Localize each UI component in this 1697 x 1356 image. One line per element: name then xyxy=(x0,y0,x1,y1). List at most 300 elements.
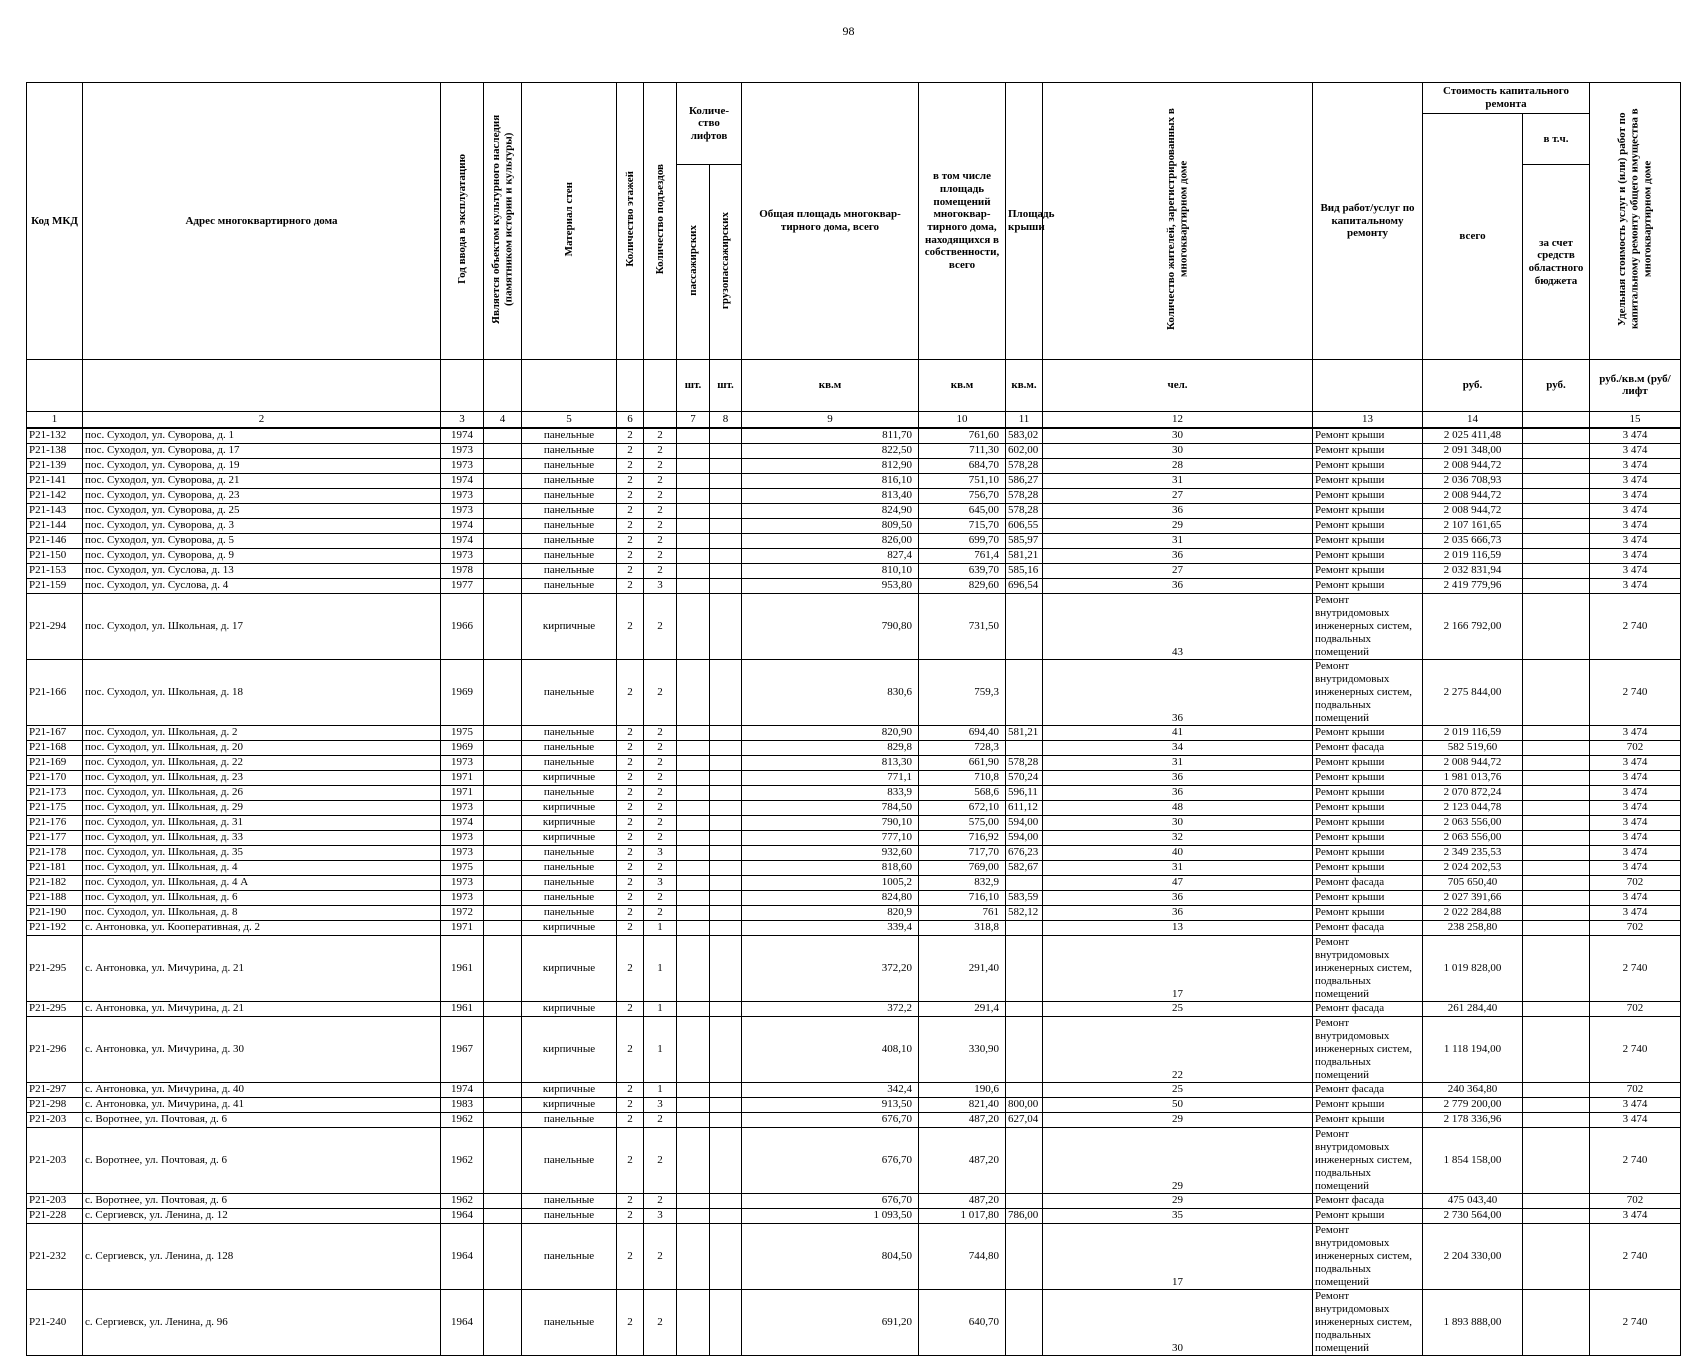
cell-work-type: Ремонт крыши xyxy=(1313,770,1423,785)
cell-entrances: 2 xyxy=(644,428,677,444)
cell-code: Р21-173 xyxy=(27,785,83,800)
cell-lifts-cargo xyxy=(710,1082,742,1097)
cell-cost-total: 2 123 044,78 xyxy=(1423,800,1523,815)
cell-unit-cost: 3 474 xyxy=(1590,770,1681,785)
cell-year: 1971 xyxy=(441,920,484,935)
header-total-area: Общая площадь многоквар-тирного дома, всего xyxy=(742,83,919,360)
header-unit-cost-text: Удельная стоимость услуг и (или) работ по капитальному ремонту общего имущества в многоквартирном доме xyxy=(1616,108,1654,330)
unit-unit-cost: руб./кв.м (руб/лифт xyxy=(1590,360,1681,412)
cell-cost-regional xyxy=(1523,503,1590,518)
cell-lifts-cargo xyxy=(710,890,742,905)
unit-empty-cell xyxy=(617,360,644,412)
cell-entrances: 2 xyxy=(644,785,677,800)
cell-work-type: Ремонт фасада xyxy=(1313,1082,1423,1097)
cell-roof-area: 578,28 xyxy=(1006,503,1043,518)
cell-residents: 31 xyxy=(1043,860,1313,875)
cell-address: пос. Суходол, ул. Школьная, д. 8 xyxy=(83,905,441,920)
cell-work-type: Ремонт фасада xyxy=(1313,920,1423,935)
cell-work-type: Ремонт крыши xyxy=(1313,548,1423,563)
cell-floors: 2 xyxy=(617,890,644,905)
cell-heritage xyxy=(484,935,522,1001)
cell-lifts-cargo xyxy=(710,1001,742,1016)
cell-cost-regional xyxy=(1523,533,1590,548)
cell-work-type: Ремонт крыши xyxy=(1313,458,1423,473)
cell-material: панельные xyxy=(522,725,617,740)
cell-address: пос. Суходол, ул. Школьная, д. 26 xyxy=(83,785,441,800)
cell-heritage xyxy=(484,518,522,533)
cell-lifts-cargo xyxy=(710,593,742,659)
cell-code: Р21-190 xyxy=(27,905,83,920)
cell-material: панельные xyxy=(522,533,617,548)
cell-total-area: 824,90 xyxy=(742,503,919,518)
cell-total-area: 342,4 xyxy=(742,1082,919,1097)
cell-cost-regional xyxy=(1523,428,1590,444)
cell-heritage xyxy=(484,428,522,444)
cell-lifts-passenger xyxy=(677,593,710,659)
cell-owned-area: 710,8 xyxy=(919,770,1006,785)
cell-unit-cost: 3 474 xyxy=(1590,1112,1681,1127)
cell-heritage xyxy=(484,458,522,473)
cell-roof-area: 570,24 xyxy=(1006,770,1043,785)
cell-address: пос. Суходол, ул. Школьная, д. 18 xyxy=(83,659,441,725)
cell-heritage xyxy=(484,578,522,593)
cell-cost-total: 2 178 336,96 xyxy=(1423,1112,1523,1127)
cell-owned-area: 731,50 xyxy=(919,593,1006,659)
header-code: Код МКД xyxy=(27,83,83,360)
cell-cost-total: 2 204 330,00 xyxy=(1423,1223,1523,1289)
cell-residents: 31 xyxy=(1043,755,1313,770)
cell-code: Р21-240 xyxy=(27,1289,83,1355)
cell-address: пос. Суходол, ул. Школьная, д. 6 xyxy=(83,890,441,905)
cell-unit-cost: 3 474 xyxy=(1590,563,1681,578)
cell-residents: 30 xyxy=(1043,815,1313,830)
cell-lifts-cargo xyxy=(710,1127,742,1193)
cell-owned-area: 759,3 xyxy=(919,659,1006,725)
cell-unit-cost: 702 xyxy=(1590,740,1681,755)
header-entrances xyxy=(644,83,677,360)
cell-owned-area: 661,90 xyxy=(919,755,1006,770)
cell-material: панельные xyxy=(522,1289,617,1355)
cell-year: 1962 xyxy=(441,1193,484,1208)
table-row xyxy=(27,1127,1681,1193)
cell-material: кирпичные xyxy=(522,1097,617,1112)
header-lifts-cargo xyxy=(710,165,742,360)
cell-heritage xyxy=(484,905,522,920)
cell-total-area: 777,10 xyxy=(742,830,919,845)
cell-code: Р21-176 xyxy=(27,815,83,830)
cell-owned-area: 291,40 xyxy=(919,935,1006,1001)
cell-work-type: Ремонт крыши xyxy=(1313,725,1423,740)
cell-floors: 2 xyxy=(617,533,644,548)
cell-entrances: 2 xyxy=(644,1223,677,1289)
cell-cost-regional xyxy=(1523,875,1590,890)
cell-lifts-cargo xyxy=(710,800,742,815)
cell-total-area: 820,90 xyxy=(742,725,919,740)
cell-floors: 2 xyxy=(617,503,644,518)
cell-lifts-passenger xyxy=(677,578,710,593)
header-owned-area: в том числе площадь помещений многоквар-тирного дома, находящихся в собственности, всего xyxy=(919,83,1006,360)
cell-work-type: Ремонт фасада xyxy=(1313,1193,1423,1208)
header-roof-area: Площадь крыши xyxy=(1006,83,1043,360)
cell-cost-total: 2 070 872,24 xyxy=(1423,785,1523,800)
cell-total-area: 827,4 xyxy=(742,548,919,563)
cell-code: Р21-298 xyxy=(27,1097,83,1112)
cell-address: пос. Суходол, ул. Суворова, д. 17 xyxy=(83,443,441,458)
cell-code: Р21-141 xyxy=(27,473,83,488)
cell-cost-total: 2 419 779,96 xyxy=(1423,578,1523,593)
cell-cost-total: 1 019 828,00 xyxy=(1423,935,1523,1001)
cell-residents: 35 xyxy=(1043,1208,1313,1223)
cell-lifts-passenger xyxy=(677,920,710,935)
cell-floors: 2 xyxy=(617,725,644,740)
unit-empty-cell xyxy=(1313,360,1423,412)
cell-entrances: 2 xyxy=(644,518,677,533)
cell-lifts-cargo xyxy=(710,1223,742,1289)
cell-owned-area: 575,00 xyxy=(919,815,1006,830)
cell-floors: 2 xyxy=(617,458,644,473)
repair-register-table xyxy=(26,82,1681,1356)
cell-address: пос. Суходол, ул. Суворова, д. 19 xyxy=(83,458,441,473)
cell-work-type: Ремонт крыши xyxy=(1313,578,1423,593)
cell-cost-regional xyxy=(1523,563,1590,578)
cell-year: 1969 xyxy=(441,740,484,755)
cell-lifts-passenger xyxy=(677,800,710,815)
table-header xyxy=(27,83,1681,428)
cell-floors: 2 xyxy=(617,578,644,593)
cell-unit-cost: 2 740 xyxy=(1590,593,1681,659)
cell-lifts-passenger xyxy=(677,659,710,725)
cell-code: Р21-297 xyxy=(27,1082,83,1097)
cell-residents: 34 xyxy=(1043,740,1313,755)
cell-material: панельные xyxy=(522,503,617,518)
cell-cost-regional xyxy=(1523,518,1590,533)
cell-residents: 32 xyxy=(1043,830,1313,845)
cell-lifts-passenger xyxy=(677,935,710,1001)
cell-roof-area: 594,00 xyxy=(1006,830,1043,845)
cell-material: панельные xyxy=(522,755,617,770)
cell-cost-regional xyxy=(1523,1208,1590,1223)
cell-cost-regional xyxy=(1523,800,1590,815)
column-number: 8 xyxy=(710,411,742,428)
cell-residents: 43 xyxy=(1043,593,1313,659)
cell-cost-total: 2 275 844,00 xyxy=(1423,659,1523,725)
units-row xyxy=(27,360,1681,412)
cell-owned-area: 761,4 xyxy=(919,548,1006,563)
cell-lifts-passenger xyxy=(677,563,710,578)
cell-roof-area: 583,59 xyxy=(1006,890,1043,905)
cell-floors: 2 xyxy=(617,473,644,488)
cell-entrances: 1 xyxy=(644,1001,677,1016)
cell-residents: 30 xyxy=(1043,428,1313,444)
unit-lifts-cargo: шт. xyxy=(710,360,742,412)
cell-year: 1973 xyxy=(441,830,484,845)
cell-code: Р21-181 xyxy=(27,860,83,875)
cell-total-area: 829,8 xyxy=(742,740,919,755)
cell-entrances: 2 xyxy=(644,1112,677,1127)
cell-lifts-passenger xyxy=(677,830,710,845)
cell-heritage xyxy=(484,563,522,578)
cell-owned-area: 639,70 xyxy=(919,563,1006,578)
cell-cost-total: 2 779 200,00 xyxy=(1423,1097,1523,1112)
cell-heritage xyxy=(484,1082,522,1097)
cell-material: панельные xyxy=(522,428,617,444)
cell-entrances: 2 xyxy=(644,443,677,458)
cell-roof-area: 581,21 xyxy=(1006,548,1043,563)
cell-residents: 36 xyxy=(1043,785,1313,800)
cell-floors: 2 xyxy=(617,935,644,1001)
header-cost-incl: в т.ч. xyxy=(1523,114,1590,165)
cell-floors: 2 xyxy=(617,785,644,800)
cell-lifts-cargo xyxy=(710,518,742,533)
cell-total-area: 372,2 xyxy=(742,1001,919,1016)
cell-total-area: 811,70 xyxy=(742,428,919,444)
cell-lifts-passenger xyxy=(677,755,710,770)
cell-roof-area: 578,28 xyxy=(1006,488,1043,503)
cell-heritage xyxy=(484,860,522,875)
cell-entrances: 2 xyxy=(644,1289,677,1355)
table-row xyxy=(27,875,1681,890)
cell-code: Р21-167 xyxy=(27,725,83,740)
cell-residents: 36 xyxy=(1043,905,1313,920)
header-cost-regional: за счет средств областного бюджета xyxy=(1523,165,1590,360)
cell-total-area: 833,9 xyxy=(742,785,919,800)
cell-floors: 2 xyxy=(617,443,644,458)
cell-entrances: 2 xyxy=(644,770,677,785)
cell-unit-cost: 2 740 xyxy=(1590,935,1681,1001)
cell-roof-area: 596,11 xyxy=(1006,785,1043,800)
cell-lifts-passenger xyxy=(677,1223,710,1289)
cell-total-area: 339,4 xyxy=(742,920,919,935)
cell-lifts-cargo xyxy=(710,1208,742,1223)
cell-entrances: 2 xyxy=(644,659,677,725)
unit-empty-cell xyxy=(484,360,522,412)
cell-unit-cost: 3 474 xyxy=(1590,1208,1681,1223)
table-row xyxy=(27,725,1681,740)
cell-year: 1974 xyxy=(441,533,484,548)
cell-material: панельные xyxy=(522,578,617,593)
cell-owned-area: 672,10 xyxy=(919,800,1006,815)
unit-empty-cell xyxy=(644,360,677,412)
cell-lifts-passenger xyxy=(677,548,710,563)
cell-lifts-passenger xyxy=(677,890,710,905)
cell-owned-area: 645,00 xyxy=(919,503,1006,518)
cell-total-area: 953,80 xyxy=(742,578,919,593)
cell-residents: 36 xyxy=(1043,578,1313,593)
cell-owned-area: 829,60 xyxy=(919,578,1006,593)
cell-entrances: 2 xyxy=(644,725,677,740)
table-row xyxy=(27,593,1681,659)
cell-floors: 2 xyxy=(617,920,644,935)
cell-year: 1961 xyxy=(441,935,484,1001)
column-number: 6 xyxy=(617,411,644,428)
cell-lifts-cargo xyxy=(710,770,742,785)
cell-address: с. Воротнее, ул. Почтовая, д. 6 xyxy=(83,1112,441,1127)
cell-residents: 17 xyxy=(1043,1223,1313,1289)
cell-work-type: Ремонт внутридомовых инженерных систем, подвальных помещений xyxy=(1313,1016,1423,1082)
cell-cost-total: 2 019 116,59 xyxy=(1423,725,1523,740)
cell-cost-regional xyxy=(1523,458,1590,473)
cell-year: 1974 xyxy=(441,518,484,533)
cell-work-type: Ремонт крыши xyxy=(1313,503,1423,518)
cell-lifts-cargo xyxy=(710,875,742,890)
cell-unit-cost: 3 474 xyxy=(1590,725,1681,740)
cell-total-area: 1 093,50 xyxy=(742,1208,919,1223)
cell-heritage xyxy=(484,1223,522,1289)
cell-residents: 36 xyxy=(1043,503,1313,518)
cell-cost-total: 238 258,80 xyxy=(1423,920,1523,935)
cell-floors: 2 xyxy=(617,563,644,578)
cell-year: 1974 xyxy=(441,428,484,444)
table-row xyxy=(27,770,1681,785)
cell-roof-area xyxy=(1006,1223,1043,1289)
cell-roof-area xyxy=(1006,659,1043,725)
cell-entrances: 2 xyxy=(644,548,677,563)
cell-heritage xyxy=(484,1127,522,1193)
cell-total-area: 820,9 xyxy=(742,905,919,920)
cell-lifts-cargo xyxy=(710,920,742,935)
cell-material: панельные xyxy=(522,1193,617,1208)
cell-lifts-cargo xyxy=(710,860,742,875)
cell-heritage xyxy=(484,503,522,518)
cell-cost-regional xyxy=(1523,935,1590,1001)
cell-year: 1973 xyxy=(441,548,484,563)
cell-cost-total: 1 854 158,00 xyxy=(1423,1127,1523,1193)
cell-cost-regional xyxy=(1523,1223,1590,1289)
cell-residents: 28 xyxy=(1043,458,1313,473)
cell-residents: 31 xyxy=(1043,473,1313,488)
cell-code: Р21-295 xyxy=(27,935,83,1001)
cell-total-area: 812,90 xyxy=(742,458,919,473)
cell-year: 1962 xyxy=(441,1127,484,1193)
cell-unit-cost: 3 474 xyxy=(1590,890,1681,905)
cell-floors: 2 xyxy=(617,770,644,785)
cell-material: кирпичные xyxy=(522,800,617,815)
cell-code: Р21-177 xyxy=(27,830,83,845)
cell-heritage xyxy=(484,1016,522,1082)
cell-cost-regional xyxy=(1523,920,1590,935)
cell-address: пос. Суходол, ул. Школьная, д. 20 xyxy=(83,740,441,755)
cell-heritage xyxy=(484,1001,522,1016)
cell-floors: 2 xyxy=(617,593,644,659)
cell-work-type: Ремонт крыши xyxy=(1313,815,1423,830)
cell-cost-regional xyxy=(1523,890,1590,905)
cell-residents: 36 xyxy=(1043,770,1313,785)
cell-year: 1973 xyxy=(441,458,484,473)
cell-address: с. Антоновка, ул. Кооперативная, д. 2 xyxy=(83,920,441,935)
cell-residents: 22 xyxy=(1043,1016,1313,1082)
cell-roof-area: 676,23 xyxy=(1006,845,1043,860)
cell-address: пос. Суходол, ул. Школьная, д. 33 xyxy=(83,830,441,845)
cell-address: с. Антоновка, ул. Мичурина, д. 41 xyxy=(83,1097,441,1112)
cell-lifts-passenger xyxy=(677,875,710,890)
cell-roof-area xyxy=(1006,1193,1043,1208)
cell-cost-regional xyxy=(1523,1193,1590,1208)
cell-residents: 36 xyxy=(1043,548,1313,563)
cell-cost-total: 2 063 556,00 xyxy=(1423,830,1523,845)
cell-lifts-passenger xyxy=(677,1127,710,1193)
cell-lifts-passenger xyxy=(677,488,710,503)
cell-work-type: Ремонт крыши xyxy=(1313,428,1423,444)
cell-cost-regional xyxy=(1523,1289,1590,1355)
cell-unit-cost: 3 474 xyxy=(1590,1097,1681,1112)
cell-floors: 2 xyxy=(617,1208,644,1223)
cell-entrances: 1 xyxy=(644,935,677,1001)
cell-lifts-cargo xyxy=(710,815,742,830)
cell-year: 1975 xyxy=(441,725,484,740)
cell-total-area: 824,80 xyxy=(742,890,919,905)
cell-cost-regional xyxy=(1523,740,1590,755)
cell-lifts-passenger xyxy=(677,1208,710,1223)
table-row xyxy=(27,890,1681,905)
table-row xyxy=(27,740,1681,755)
cell-work-type: Ремонт крыши xyxy=(1313,488,1423,503)
cell-cost-regional xyxy=(1523,593,1590,659)
cell-owned-area: 487,20 xyxy=(919,1112,1006,1127)
cell-lifts-passenger xyxy=(677,1001,710,1016)
cell-entrances: 2 xyxy=(644,755,677,770)
header-floors-text: Количество этажей xyxy=(623,171,636,268)
cell-unit-cost: 3 474 xyxy=(1590,905,1681,920)
column-number: 14 xyxy=(1423,411,1523,428)
cell-total-area: 691,20 xyxy=(742,1289,919,1355)
cell-unit-cost: 3 474 xyxy=(1590,578,1681,593)
cell-work-type: Ремонт крыши xyxy=(1313,905,1423,920)
cell-roof-area: 800,00 xyxy=(1006,1097,1043,1112)
cell-floors: 2 xyxy=(617,830,644,845)
cell-code: Р21-192 xyxy=(27,920,83,935)
cell-lifts-cargo xyxy=(710,1097,742,1112)
cell-unit-cost: 2 740 xyxy=(1590,1223,1681,1289)
cell-residents: 29 xyxy=(1043,518,1313,533)
cell-total-area: 816,10 xyxy=(742,473,919,488)
cell-year: 1974 xyxy=(441,815,484,830)
cell-material: панельные xyxy=(522,845,617,860)
cell-unit-cost: 702 xyxy=(1590,1001,1681,1016)
cell-unit-cost: 2 740 xyxy=(1590,1016,1681,1082)
cell-material: панельные xyxy=(522,740,617,755)
header-material xyxy=(522,83,617,360)
table-row xyxy=(27,563,1681,578)
cell-floors: 2 xyxy=(617,905,644,920)
cell-cost-total: 2 349 235,53 xyxy=(1423,845,1523,860)
cell-total-area: 372,20 xyxy=(742,935,919,1001)
cell-heritage xyxy=(484,785,522,800)
cell-residents: 36 xyxy=(1043,890,1313,905)
cell-year: 1971 xyxy=(441,785,484,800)
column-number: 13 xyxy=(1313,411,1423,428)
cell-lifts-cargo xyxy=(710,905,742,920)
cell-code: Р21-166 xyxy=(27,659,83,725)
cell-year: 1983 xyxy=(441,1097,484,1112)
table-row xyxy=(27,1193,1681,1208)
cell-lifts-cargo xyxy=(710,473,742,488)
cell-material: кирпичные xyxy=(522,830,617,845)
cell-cost-regional xyxy=(1523,1001,1590,1016)
cell-work-type: Ремонт крыши xyxy=(1313,1208,1423,1223)
cell-lifts-cargo xyxy=(710,488,742,503)
cell-owned-area: 711,30 xyxy=(919,443,1006,458)
cell-heritage xyxy=(484,488,522,503)
unit-cost-total: руб. xyxy=(1423,360,1523,412)
cell-owned-area: 744,80 xyxy=(919,1223,1006,1289)
cell-address: пос. Суходол, ул. Суворова, д. 21 xyxy=(83,473,441,488)
cell-work-type: Ремонт крыши xyxy=(1313,1097,1423,1112)
unit-empty-cell xyxy=(441,360,484,412)
cell-unit-cost: 3 474 xyxy=(1590,830,1681,845)
table-row xyxy=(27,1097,1681,1112)
cell-heritage xyxy=(484,815,522,830)
unit-empty-cell xyxy=(83,360,441,412)
